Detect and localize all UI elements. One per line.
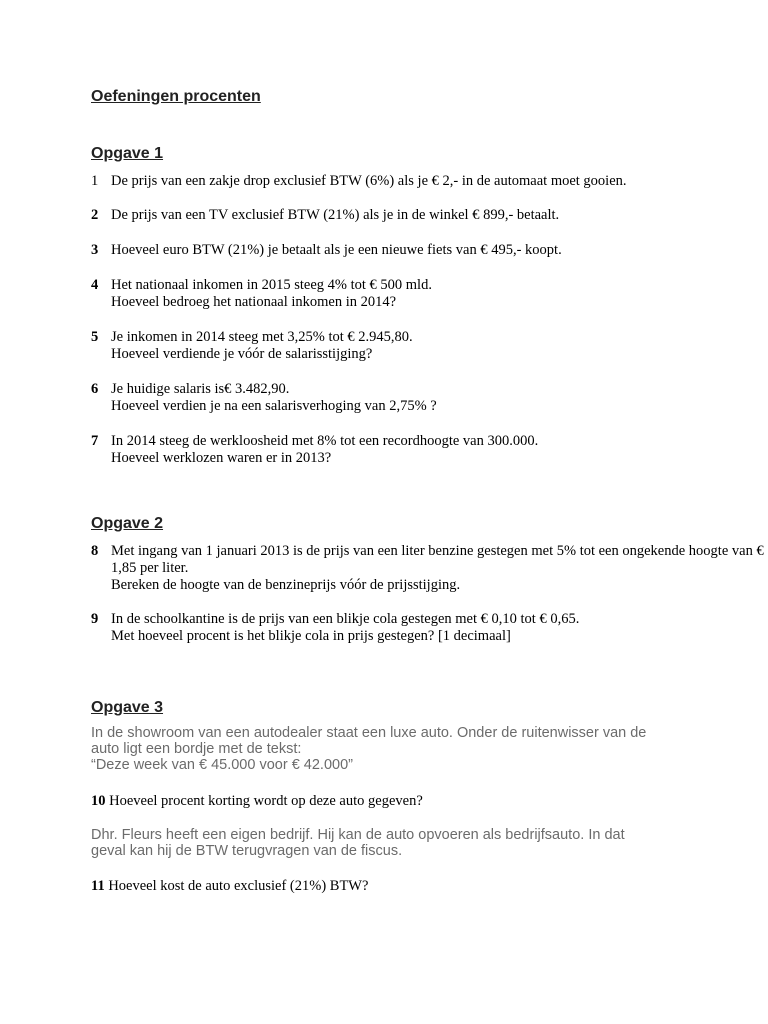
question-number: 8 bbox=[91, 543, 99, 559]
question-text: Het nationaal inkomen in 2015 steeg 4% tot € 500 mld. bbox=[111, 277, 432, 293]
question-text: De prijs van een zakje drop exclusief BTW (6%) als je € 2,- in de automaat moet gooien. bbox=[111, 173, 627, 189]
fleurs-intro bbox=[91, 827, 625, 859]
question-text: 1,85 per liter. bbox=[111, 560, 189, 576]
question-text: Je inkomen in 2014 steeg met 3,25% tot € 2.945,80. bbox=[111, 329, 413, 345]
showroom-intro bbox=[91, 725, 646, 773]
question-text: Bereken de hoogte van de benzineprijs vóór de prijsstijging. bbox=[111, 577, 461, 593]
question-number: 9 bbox=[91, 611, 99, 627]
question-number: 1 bbox=[91, 173, 99, 189]
question-text: Met ingang van 1 januari 2013 is de prijs van een liter benzine gestegen met 5% tot een ongekende hoogte van € bbox=[111, 543, 764, 559]
question-text: Hoeveel procent korting wordt op deze auto gegeven? bbox=[109, 793, 423, 809]
intro-line: geval kan hij de BTW terugvragen van de fiscus. bbox=[91, 843, 403, 859]
section-heading-opgave-1: Opgave 1 bbox=[91, 145, 164, 162]
question-text: Je huidige salaris is€ 3.482,90. bbox=[111, 381, 290, 397]
section-heading-opgave-2: Opgave 2 bbox=[91, 515, 164, 532]
question-number: 2 bbox=[91, 207, 99, 223]
intro-line: “Deze week van € 45.000 voor € 42.000” bbox=[91, 757, 353, 773]
question-text: Hoeveel kost de auto exclusief (21%) BTW? bbox=[108, 878, 369, 894]
question-number: 11 bbox=[91, 878, 105, 894]
question-number: 6 bbox=[91, 381, 99, 397]
question-text: Met hoeveel procent is het blikje cola in prijs gestegen? [1 decimaal] bbox=[111, 628, 511, 644]
intro-line: auto ligt een bordje met de tekst: bbox=[91, 741, 302, 757]
question-number: 4 bbox=[91, 277, 99, 293]
question-text: Hoeveel werklozen waren er in 2013? bbox=[111, 450, 332, 466]
question-text: In 2014 steeg de werkloosheid met 8% tot een recordhoogte van 300.000. bbox=[111, 433, 539, 449]
intro-line: Dhr. Fleurs heeft een eigen bedrijf. Hij kan de auto opvoeren als bedrijfsauto. In dat bbox=[91, 827, 625, 843]
question-number: 5 bbox=[91, 329, 99, 345]
question-11 bbox=[91, 878, 368, 895]
question-text: De prijs van een TV exclusief BTW (21%) als je in de winkel € 899,- betaalt. bbox=[111, 207, 560, 223]
section-heading-opgave-3: Opgave 3 bbox=[91, 699, 164, 716]
question-number: 10 bbox=[91, 793, 106, 809]
question-10 bbox=[91, 793, 423, 810]
question-text: Hoeveel verdiende je vóór de salarisstijging? bbox=[111, 346, 373, 362]
question-number: 7 bbox=[91, 433, 99, 449]
intro-line: In de showroom van een autodealer staat een luxe auto. Onder de ruitenwisser van de bbox=[91, 725, 647, 741]
document-title: Oefeningen procenten bbox=[91, 88, 261, 105]
question-text: In de schoolkantine is de prijs van een blikje cola gestegen met € 0,10 tot € 0,65. bbox=[111, 611, 580, 627]
question-text: Hoeveel verdien je na een salarisverhoging van 2,75% ? bbox=[111, 398, 437, 414]
question-number: 3 bbox=[91, 242, 99, 258]
question-text: Hoeveel bedroeg het nationaal inkomen in 2014? bbox=[111, 294, 397, 310]
question-text: Hoeveel euro BTW (21%) je betaalt als je een nieuwe fiets van € 495,- koopt. bbox=[111, 242, 562, 258]
